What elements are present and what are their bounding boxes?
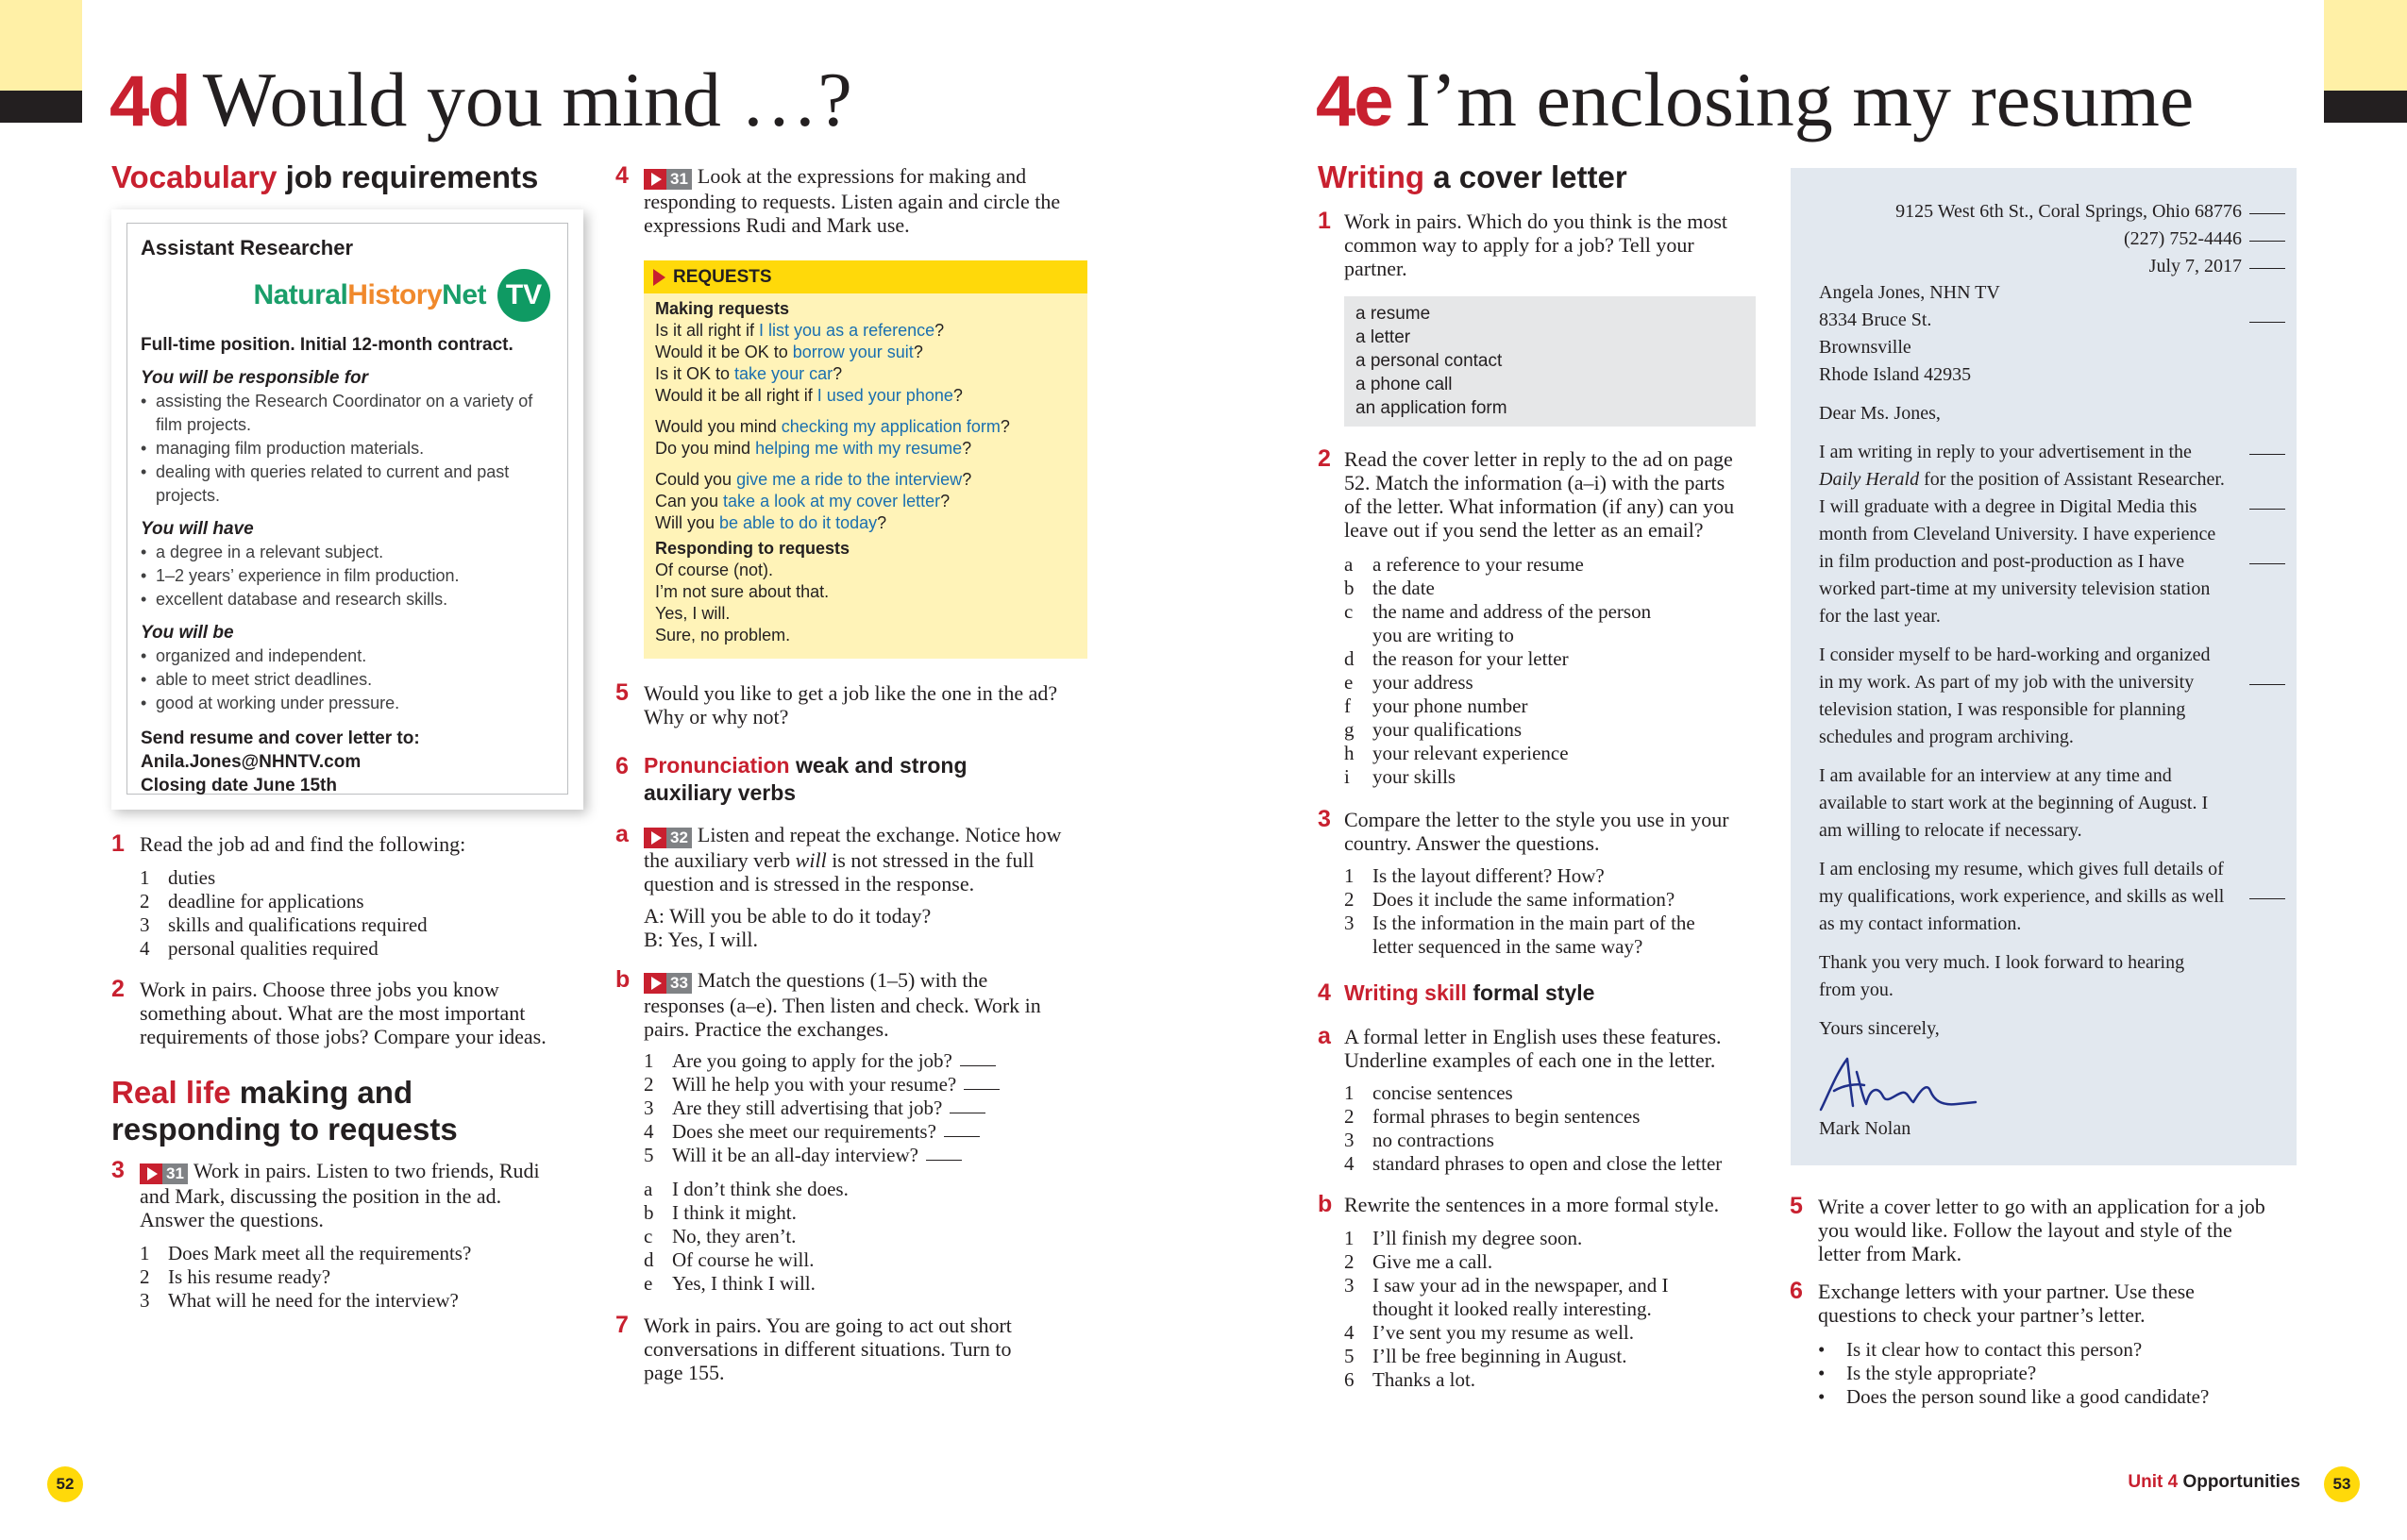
pronunciation-heading: Pronunciation weak and strong auxiliary verbs xyxy=(644,753,968,805)
request-line: Will you be able to do it today? xyxy=(655,513,887,532)
arrow-icon xyxy=(653,269,665,286)
answer-blank[interactable] xyxy=(2249,563,2285,564)
letter-date: July 7, 2017 xyxy=(2148,256,2242,276)
apply-options-box xyxy=(1344,296,1756,427)
exercise-2-instructions: Work in pairs. Choose three jobs you know something about. What are the most important requirements of those jobs? Compare your ideas. xyxy=(140,978,547,1048)
signature-image xyxy=(1815,1047,1985,1123)
play-icon xyxy=(644,169,666,190)
letter-line: schedules and program archiving. xyxy=(1819,727,2074,747)
exercise-number: 1 xyxy=(111,830,125,857)
exercise-number: 4 xyxy=(1318,979,1331,1006)
list-item: 3 skills and qualifications required xyxy=(140,913,428,936)
letter-line: Thank you very much. I look forward to hearing xyxy=(1819,952,2185,973)
exercise-1-instructions: Work in pairs. Which do you think is the most common way to apply for a job? Tell your partner. xyxy=(1344,209,1728,280)
cover-letter xyxy=(1791,168,2297,1165)
list-item: b I think it might. xyxy=(644,1201,797,1224)
ad-position: Full-time position. Initial 12-month contract. xyxy=(141,335,513,355)
list-item: 4 personal qualities required xyxy=(140,937,379,960)
making-requests-heading: Making requests xyxy=(655,299,790,318)
list-item: d the reason for your letter xyxy=(1344,647,1569,670)
exercise-7-instructions: Work in pairs. You are going to act out short conversations in different situations. Turn to page 155. xyxy=(644,1314,1012,1384)
request-line: Can you take a look at my cover letter? xyxy=(655,492,951,511)
answer-blank[interactable] xyxy=(964,1073,1000,1090)
unit-footer: Unit 4 Opportunities xyxy=(2128,1472,2300,1492)
list-item: a a reference to your resume xyxy=(1344,553,1584,576)
exercise-number: 2 xyxy=(111,976,125,1002)
page-number-right: 53 xyxy=(2324,1466,2360,1502)
exercise-4a-instructions: A formal letter in English uses these features. Underline examples of each one in the letter. xyxy=(1344,1025,1722,1072)
letter-line: I am available for an interview at any time and xyxy=(1819,765,2172,786)
letter-line: my qualifications, work experience, and skills as well xyxy=(1819,886,2225,907)
sender-address: 9125 West 6th St., Coral Springs, Ohio 68776 xyxy=(1895,201,2242,222)
answer-blank[interactable] xyxy=(2249,509,2285,510)
list-item: 6 Thanks a lot. xyxy=(1344,1368,1476,1391)
letter-closing: Yours sincerely, xyxy=(1819,1018,1940,1039)
letter-line: as my contact information. xyxy=(1819,913,2022,934)
list-item: a I don’t think she does. xyxy=(644,1178,849,1200)
writing-heading: Writing a cover letter xyxy=(1318,159,1627,194)
list-item: h your relevant experience xyxy=(1344,742,1569,764)
corner-decoration-right xyxy=(2324,0,2407,91)
play-icon xyxy=(644,828,666,848)
exercise-letter: a xyxy=(1318,1023,1331,1049)
play-icon xyxy=(140,1163,162,1184)
letter-line: in my work. As part of my job with the university xyxy=(1819,672,2195,693)
exercise-number: 4 xyxy=(615,162,629,189)
exercise-letter: b xyxy=(1318,1191,1333,1217)
list-item: • good at working under pressure. xyxy=(141,692,554,715)
exercise-number: 2 xyxy=(1318,445,1331,472)
exercise-6-instructions: Exchange letters with your partner. Use these questions to check your partner’s letter. xyxy=(1818,1280,2195,1327)
list-item: 3 I saw your ad in the newspaper, and I xyxy=(1344,1274,1669,1297)
corner-bar-right xyxy=(2324,91,2407,123)
letter-line: I will graduate with a degree in Digital Media this xyxy=(1819,496,2197,517)
exercise-3-list xyxy=(140,1242,471,1313)
letter-line: for the last year. xyxy=(1819,606,1941,627)
list-item: c the name and address of the person xyxy=(1344,600,1652,623)
list-item: a phone call xyxy=(1355,375,1453,394)
exercise-1-list xyxy=(140,866,428,961)
exercise-number: 3 xyxy=(1318,806,1331,832)
sender-phone: (227) 752-4446 xyxy=(2124,228,2242,249)
list-item: c No, they aren’t. xyxy=(644,1225,797,1247)
exercise-6b-questions xyxy=(644,1049,1000,1167)
list-item: 3 no contractions xyxy=(1344,1129,1494,1151)
exercise-number: 1 xyxy=(1318,208,1331,234)
ad-have-list xyxy=(141,541,554,611)
ad-responsible-heading: You will be responsible for xyxy=(141,368,369,388)
letter-line: I consider myself to be hard-working and organized xyxy=(1819,644,2211,665)
list-item: 1 duties xyxy=(140,866,216,889)
exercise-4-instructions: 31 Look at the expressions for making and responding to requests. Listen again and circle the expressions Rudi and Mark use. xyxy=(644,164,1061,237)
audio-track-button[interactable]: 31 xyxy=(140,1163,188,1184)
real-life-heading: Real life making and responding to requests xyxy=(111,1075,458,1147)
audio-track-button[interactable]: 31 xyxy=(644,169,692,190)
request-line: Could you give me a ride to the interview? xyxy=(655,470,972,489)
list-item: i your skills xyxy=(1344,765,1456,788)
list-item: a personal contact xyxy=(1355,351,1503,371)
exercise-6a-dialog: A: Will you be able to do it today? B: Yes, I will. xyxy=(644,904,932,951)
list-item: • Is the style appropriate? xyxy=(1818,1362,2037,1384)
exercise-number: 6 xyxy=(1790,1278,1803,1304)
answer-blank[interactable] xyxy=(2249,213,2285,214)
ad-be-list xyxy=(141,644,554,715)
lesson-4d-title: 4d Would you mind …? xyxy=(109,57,852,142)
letter-line: worked part-time at my university television station xyxy=(1819,578,2211,599)
answer-blank[interactable] xyxy=(960,1049,996,1066)
list-item: • managing film production materials. xyxy=(141,437,554,460)
exercise-number: 3 xyxy=(111,1157,125,1183)
exercise-letter: b xyxy=(615,966,631,993)
audio-track-button[interactable]: 32 xyxy=(644,828,692,848)
exercise-6b-responses xyxy=(644,1178,849,1296)
requests-box xyxy=(644,260,1087,659)
ad-closing-date: Closing date June 15th xyxy=(141,776,337,795)
job-ad xyxy=(126,223,568,795)
list-item: g your qualifications xyxy=(1344,718,1523,741)
list-item: • able to meet strict deadlines. xyxy=(141,668,554,692)
list-item: 4 standard phrases to open and close the letter xyxy=(1344,1152,1723,1175)
answer-blank[interactable] xyxy=(2249,268,2285,269)
exercise-5-instructions: Would you like to get a job like the one in the ad? Why or why not? xyxy=(644,681,1058,728)
corner-decoration-left xyxy=(0,0,82,91)
list-item: 1 concise sentences xyxy=(1344,1081,1513,1104)
list-item: 2 Give me a call. xyxy=(1344,1250,1493,1273)
ad-email: Anila.Jones@NHNTV.com xyxy=(141,752,362,772)
list-item: • 1–2 years’ experience in film production. xyxy=(141,564,554,588)
response-line: Sure, no problem. xyxy=(655,626,791,644)
request-line: Is it OK to take your car? xyxy=(655,364,843,383)
exercise-2-instructions: Read the cover letter in reply to the ad on page 52. Match the information (a–i) with the parts of the letter. What information (if any) can you leave out if you send the letter as an email? xyxy=(1344,447,1735,542)
list-item: 2 formal phrases to begin sentences xyxy=(1344,1105,1641,1128)
ad-be-heading: You will be xyxy=(141,623,234,643)
list-item: f your phone number xyxy=(1344,695,1528,717)
exercise-6a-instructions: 32 Listen and repeat the exchange. Notice how the auxiliary verb will is not stressed in the full question and is stressed in the response. xyxy=(644,823,1062,896)
list-item: • assisting the Research Coordinator on a variety of film projects. xyxy=(141,390,554,437)
exercise-letter: a xyxy=(615,821,629,847)
list-item: e your address xyxy=(1344,671,1473,694)
list-item: 3 Is the information in the main part of the xyxy=(1344,912,1695,934)
list-item: thought it looked really interesting. xyxy=(1372,1297,1652,1320)
list-item: • excellent database and research skills. xyxy=(141,588,554,611)
request-line: Would you mind checking my application form? xyxy=(655,417,1010,436)
exercise-4b-instructions: Rewrite the sentences in a more formal style. xyxy=(1344,1193,1720,1216)
list-item: • organized and independent. xyxy=(141,644,554,668)
list-item: e Yes, I think I will. xyxy=(644,1272,816,1295)
exercise-6b-instructions: 33 Match the questions (1–5) with the responses (a–e). Then listen and check. Work in pairs. Practice the exchanges. xyxy=(644,968,1041,1041)
list-item: 2 deadline for applications xyxy=(140,890,364,912)
vocabulary-heading: Vocabulary job requirements xyxy=(111,159,539,194)
list-item: letter sequenced in the same way? xyxy=(1372,935,1643,958)
exercise-3-instructions: 31 Work in pairs. Listen to two friends, Rudi and Mark, discussing the position in the ad. Answer the questions. xyxy=(140,1159,540,1231)
letter-line: Daily Herald for the position of Assistant Researcher. xyxy=(1819,469,2225,490)
list-item: 3 What will he need for the interview? xyxy=(140,1289,459,1312)
response-line: Of course (not). xyxy=(655,561,774,579)
letter-line: am willing to relocate if necessary. xyxy=(1819,820,2082,841)
ad-responsible-list xyxy=(141,390,554,508)
letter-line: month from Cleveland University. I have experience xyxy=(1819,524,2216,544)
exercise-6-list xyxy=(1818,1338,2209,1409)
ad-job-title: Assistant Researcher xyxy=(141,236,354,259)
natural-history-net-logo: Natural History Net TV xyxy=(141,269,554,322)
list-item: 1 Does Mark meet all the requirements? xyxy=(140,1242,472,1264)
corner-bar-left xyxy=(0,91,82,123)
requests-header: REQUESTS xyxy=(644,260,1087,293)
exercise-number: 7 xyxy=(615,1312,629,1338)
list-item: a resume xyxy=(1355,304,1431,324)
list-item: 4 I’ve sent you my resume as well. xyxy=(1344,1321,1635,1344)
exercise-1-instructions: Read the job ad and find the following: xyxy=(140,832,466,856)
response-line: Yes, I will. xyxy=(655,604,731,623)
list-item: 2 Will he help you with your resume? xyxy=(644,1073,1000,1096)
list-item: • a degree in a relevant subject. xyxy=(141,541,554,564)
list-item: 5 I’ll be free beginning in August. xyxy=(1344,1345,1627,1367)
response-line: I’m not sure about that. xyxy=(655,582,830,601)
signature-name: Mark Nolan xyxy=(1819,1118,1911,1139)
recipient-line: 8334 Bruce St. xyxy=(1819,310,1932,330)
list-item: 4 Does she meet our requirements? xyxy=(644,1120,1000,1144)
exercise-number: 6 xyxy=(615,753,629,779)
exercise-5-instructions: Write a cover letter to go with an application for a job you would like. Follow the layout and style of the letter from Mark. xyxy=(1818,1195,2265,1265)
letter-line: television station, I was responsible for planning xyxy=(1819,699,2186,720)
list-item: a letter xyxy=(1355,327,1411,347)
ad-have-heading: You will have xyxy=(141,519,254,539)
recipient-line: Angela Jones, NHN TV xyxy=(1819,282,2000,303)
letter-line: I am enclosing my resume, which gives full details of xyxy=(1819,859,2224,879)
answer-blank[interactable] xyxy=(2249,684,2285,685)
list-item: 3 Are they still advertising that job? xyxy=(644,1096,1000,1120)
page-number-left: 52 xyxy=(47,1466,83,1502)
tv-logo-icon: TV xyxy=(497,269,550,322)
list-item: 5 Will it be an all-day interview? xyxy=(644,1144,1000,1167)
responding-heading: Responding to requests xyxy=(655,539,850,558)
request-line: Would it be all right if I used your phone? xyxy=(655,386,963,405)
list-item: 1 Is the layout different? How? xyxy=(1344,864,1605,887)
letter-line: from you. xyxy=(1819,979,1894,1000)
recipient-line: Rhode Island 42935 xyxy=(1819,364,1972,385)
exercise-3-list xyxy=(1344,864,1695,959)
answer-blank[interactable] xyxy=(2249,241,2285,242)
lesson-4e-title: 4e I’m enclosing my resume xyxy=(1316,57,2195,142)
list-item: 2 Is his resume ready? xyxy=(140,1265,331,1288)
salutation: Dear Ms. Jones, xyxy=(1819,403,1941,424)
answer-blank[interactable] xyxy=(2249,454,2285,455)
recipient-line: Brownsville xyxy=(1819,337,1911,358)
exercise-3-instructions: Compare the letter to the style you use in your country. Answer the questions. xyxy=(1344,808,1729,855)
exercise-number: 5 xyxy=(1790,1193,1803,1219)
letter-line: available to start work at the beginning of August. I xyxy=(1819,793,2209,813)
writing-skill-heading: Writing skill formal style xyxy=(1344,980,1595,1005)
answer-blank[interactable] xyxy=(950,1096,985,1113)
answer-blank[interactable] xyxy=(926,1144,962,1161)
list-item: an application form xyxy=(1355,398,1507,418)
list-item: 1 Are you going to apply for the job? xyxy=(644,1049,1000,1073)
letter-line: in film production and post-production as I have xyxy=(1819,551,2185,572)
audio-track-button[interactable]: 33 xyxy=(644,973,692,994)
list-item: • Is it clear how to contact this person? xyxy=(1818,1338,2143,1361)
list-item: • Does the person sound like a good candidate? xyxy=(1818,1385,2210,1408)
list-item: b the date xyxy=(1344,577,1435,599)
ad-send-line: Send resume and cover letter to: xyxy=(141,728,420,748)
list-item: d Of course he will. xyxy=(644,1248,815,1271)
answer-blank[interactable] xyxy=(2249,898,2285,899)
exercise-4a-list xyxy=(1344,1081,1722,1176)
answer-blank[interactable] xyxy=(944,1120,980,1137)
exercise-4b-list xyxy=(1344,1227,1668,1392)
request-line: Is it all right if I list you as a reference? xyxy=(655,321,945,340)
list-item: • dealing with queries related to current and past projects. xyxy=(141,460,554,508)
request-line: Do you mind helping me with my resume? xyxy=(655,439,972,458)
letter-line: I am writing in reply to your advertisement in the xyxy=(1819,442,2192,462)
exercise-number: 5 xyxy=(615,679,629,706)
play-icon xyxy=(644,973,666,994)
exercise-2-list xyxy=(1344,553,1651,789)
list-item: 2 Does it include the same information? xyxy=(1344,888,1675,911)
list-item: 1 I’ll finish my degree soon. xyxy=(1344,1227,1583,1249)
answer-blank[interactable] xyxy=(2249,322,2285,323)
request-line: Would it be OK to borrow your suit? xyxy=(655,343,923,361)
list-item: you are writing to xyxy=(1372,624,1514,646)
